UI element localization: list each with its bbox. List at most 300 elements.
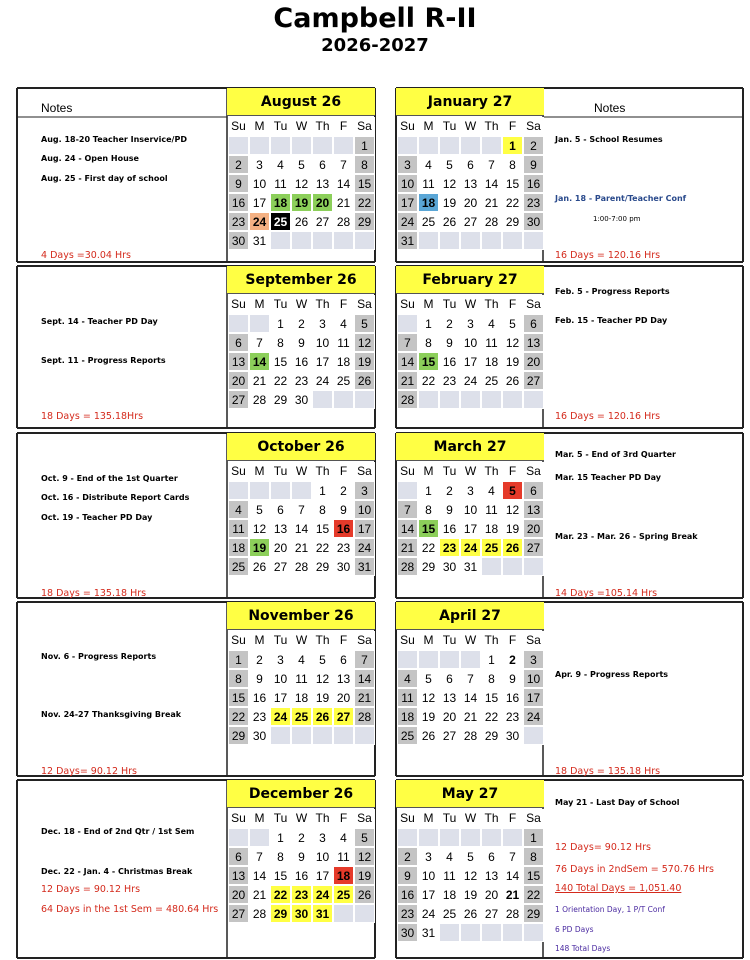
day-cell: 24 xyxy=(523,707,544,726)
day-cell: 17 xyxy=(312,866,333,885)
day-cell: 23 xyxy=(439,371,460,390)
empty-cell xyxy=(354,904,375,923)
left-note-item: Aug. 24 - Open House xyxy=(41,154,139,163)
empty-cell xyxy=(354,726,375,745)
day-cell: 8 xyxy=(502,155,523,174)
day-cell: 13 xyxy=(460,174,481,193)
weekday-label: W xyxy=(460,462,481,481)
day-cell: 19 xyxy=(354,866,375,885)
day-cell: 8 xyxy=(354,155,375,174)
weekday-label: Sa xyxy=(354,462,375,481)
day-cell: 29 xyxy=(523,904,544,923)
empty-cell xyxy=(418,231,439,250)
day-cell: 30 xyxy=(502,726,523,745)
right-note-item: Mar. 15 Teacher PD Day xyxy=(555,473,662,482)
day-cell: 9 xyxy=(502,669,523,688)
day-cell: 19 xyxy=(439,193,460,212)
day-cell: 12 xyxy=(249,519,270,538)
day-cell: 23 xyxy=(291,885,312,904)
weekday-label: Tu xyxy=(270,809,291,828)
day-cell: 10 xyxy=(249,174,270,193)
empty-cell xyxy=(460,923,481,942)
weekday-label: Sa xyxy=(523,295,544,314)
day-cell: 12 xyxy=(312,669,333,688)
day-cell: 29 xyxy=(502,212,523,231)
left-note-item: Dec. 18 - End of 2nd Qtr / 1st Sem xyxy=(41,827,195,836)
day-cell: 26 xyxy=(439,212,460,231)
day-cell: 11 xyxy=(481,500,502,519)
left-note-total: 18 Days = 135.18Hrs xyxy=(41,411,144,422)
empty-cell xyxy=(291,231,312,250)
day-cell: 11 xyxy=(418,174,439,193)
day-cell: 7 xyxy=(397,500,418,519)
weekday-label: M xyxy=(418,117,439,136)
empty-cell xyxy=(397,136,418,155)
day-cell: 5 xyxy=(439,155,460,174)
weekday-label: F xyxy=(333,295,354,314)
day-cell: 18 xyxy=(397,707,418,726)
day-cell: 2 xyxy=(439,481,460,500)
empty-cell xyxy=(270,481,291,500)
day-cell: 26 xyxy=(460,904,481,923)
day-cell: 18 xyxy=(228,538,249,557)
day-cell: 21 xyxy=(397,371,418,390)
day-cell: 7 xyxy=(354,650,375,669)
day-cell: 3 xyxy=(460,314,481,333)
day-cell: 26 xyxy=(502,371,523,390)
day-cell: 15 xyxy=(354,174,375,193)
day-cell: 17 xyxy=(354,519,375,538)
day-cell: 3 xyxy=(354,481,375,500)
day-cell: 13 xyxy=(270,519,291,538)
weekday-label: W xyxy=(291,117,312,136)
empty-cell xyxy=(439,390,460,409)
weekday-label: Su xyxy=(228,809,249,828)
right-note-item: Feb. 5 - Progress Reports xyxy=(555,287,670,296)
day-cell: 10 xyxy=(270,669,291,688)
day-cell: 13 xyxy=(312,174,333,193)
day-cell: 31 xyxy=(354,557,375,576)
weekday-label: Su xyxy=(228,117,249,136)
left-note-item: Nov. 24-27 Thanksgiving Break xyxy=(41,710,182,719)
empty-cell xyxy=(460,390,481,409)
left-note-total: 4 Days =30.04 Hrs xyxy=(41,250,131,261)
day-cell: 10 xyxy=(354,500,375,519)
weekday-label: Sa xyxy=(354,809,375,828)
weekday-label: Sa xyxy=(354,295,375,314)
day-cell: 25 xyxy=(333,371,354,390)
day-cell: 27 xyxy=(312,212,333,231)
day-cell: 24 xyxy=(312,371,333,390)
day-cell: 18 xyxy=(418,193,439,212)
empty-cell xyxy=(418,828,439,847)
day-cell: 14 xyxy=(397,519,418,538)
weekday-label: Th xyxy=(481,117,502,136)
weekday-label: W xyxy=(460,809,481,828)
day-cell: 21 xyxy=(397,538,418,557)
day-cell: 18 xyxy=(439,885,460,904)
day-cell: 4 xyxy=(228,500,249,519)
empty-cell xyxy=(228,136,249,155)
day-cell: 4 xyxy=(481,314,502,333)
day-cell: 25 xyxy=(333,885,354,904)
empty-cell xyxy=(291,136,312,155)
day-cell: 15 xyxy=(270,866,291,885)
day-cell: 9 xyxy=(228,174,249,193)
day-cell: 9 xyxy=(291,847,312,866)
empty-cell xyxy=(502,923,523,942)
right-note-item: Mar. 5 - End of 3rd Quarter xyxy=(555,450,676,459)
day-cell: 7 xyxy=(481,155,502,174)
day-cell: 8 xyxy=(418,333,439,352)
day-cell: 2 xyxy=(439,314,460,333)
day-cell: 6 xyxy=(439,669,460,688)
day-cell: 19 xyxy=(354,352,375,371)
weekday-label: F xyxy=(502,462,523,481)
day-cell: 24 xyxy=(270,707,291,726)
empty-cell xyxy=(354,390,375,409)
day-cell: 16 xyxy=(439,352,460,371)
day-cell: 2 xyxy=(333,481,354,500)
day-cell: 7 xyxy=(333,155,354,174)
day-cell: 23 xyxy=(249,707,270,726)
day-cell: 19 xyxy=(249,538,270,557)
day-cell: 21 xyxy=(333,193,354,212)
weekday-label: Su xyxy=(228,462,249,481)
day-cell: 23 xyxy=(502,707,523,726)
left-note-item: Nov. 6 - Progress Reports xyxy=(41,652,157,661)
empty-cell xyxy=(460,231,481,250)
weekday-label: Tu xyxy=(270,462,291,481)
left-note-sem-total: 64 Days in the 1st Sem = 480.64 Hrs xyxy=(41,904,219,915)
day-cell: 22 xyxy=(354,193,375,212)
day-cell: 6 xyxy=(228,333,249,352)
day-cell: 21 xyxy=(502,885,523,904)
day-cell: 14 xyxy=(354,669,375,688)
day-cell: 21 xyxy=(291,538,312,557)
empty-cell xyxy=(397,828,418,847)
day-cell: 4 xyxy=(418,155,439,174)
day-cell: 21 xyxy=(249,885,270,904)
day-cell: 30 xyxy=(333,557,354,576)
day-cell: 9 xyxy=(397,866,418,885)
day-cell: 14 xyxy=(397,352,418,371)
day-cell: 5 xyxy=(354,314,375,333)
day-cell: 30 xyxy=(291,390,312,409)
empty-cell xyxy=(439,136,460,155)
day-cell: 26 xyxy=(418,726,439,745)
day-cell: 22 xyxy=(312,538,333,557)
day-cell: 16 xyxy=(291,866,312,885)
day-cell: 7 xyxy=(249,333,270,352)
day-cell: 1 xyxy=(228,650,249,669)
day-cell: 7 xyxy=(397,333,418,352)
day-cell: 19 xyxy=(312,688,333,707)
day-cell: 27 xyxy=(481,904,502,923)
day-cell: 13 xyxy=(523,333,544,352)
day-cell: 29 xyxy=(270,390,291,409)
weekday-label: Sa xyxy=(523,809,544,828)
weekday-label: Sa xyxy=(354,117,375,136)
weekday-label: M xyxy=(249,295,270,314)
day-cell: 3 xyxy=(397,155,418,174)
day-cell: 22 xyxy=(418,538,439,557)
day-cell: 23 xyxy=(228,212,249,231)
day-cell: 6 xyxy=(312,155,333,174)
day-cell: 15 xyxy=(270,352,291,371)
day-cell: 24 xyxy=(312,885,333,904)
weekday-label: F xyxy=(333,809,354,828)
day-cell: 18 xyxy=(481,352,502,371)
day-cell: 27 xyxy=(333,707,354,726)
empty-cell xyxy=(481,923,502,942)
day-cell: 12 xyxy=(354,333,375,352)
weekday-label: Su xyxy=(228,295,249,314)
day-cell: 4 xyxy=(291,650,312,669)
day-cell: 31 xyxy=(418,923,439,942)
day-cell: 17 xyxy=(312,352,333,371)
day-cell: 1 xyxy=(418,481,439,500)
day-cell: 7 xyxy=(460,669,481,688)
weekday-label: Sa xyxy=(523,631,544,650)
day-cell: 2 xyxy=(397,847,418,866)
day-cell: 26 xyxy=(502,538,523,557)
left-note-item: Oct. 9 - End of the 1st Quarter xyxy=(41,474,178,483)
day-cell: 13 xyxy=(228,866,249,885)
empty-cell xyxy=(523,726,544,745)
weekday-label: Th xyxy=(481,809,502,828)
day-cell: 14 xyxy=(291,519,312,538)
day-cell: 3 xyxy=(270,650,291,669)
day-cell: 28 xyxy=(502,904,523,923)
right-note-item: Feb. 15 - Teacher PD Day xyxy=(555,316,668,325)
left-note-item: Sept. 14 - Teacher PD Day xyxy=(41,317,158,326)
day-cell: 5 xyxy=(312,650,333,669)
day-cell: 3 xyxy=(312,314,333,333)
day-cell: 14 xyxy=(249,352,270,371)
day-cell: 3 xyxy=(249,155,270,174)
empty-cell xyxy=(312,136,333,155)
empty-cell xyxy=(523,390,544,409)
weekday-label: Tu xyxy=(270,117,291,136)
year-extra: 148 Total Days xyxy=(555,944,611,953)
day-cell: 15 xyxy=(418,519,439,538)
day-cell: 29 xyxy=(228,726,249,745)
day-cell: 8 xyxy=(481,669,502,688)
day-cell: 4 xyxy=(270,155,291,174)
weekday-label: M xyxy=(418,631,439,650)
empty-cell xyxy=(439,828,460,847)
day-cell: 4 xyxy=(333,828,354,847)
day-cell: 16 xyxy=(228,193,249,212)
empty-cell xyxy=(249,828,270,847)
day-cell: 13 xyxy=(333,669,354,688)
day-cell: 6 xyxy=(460,155,481,174)
day-cell: 9 xyxy=(291,333,312,352)
empty-cell xyxy=(460,650,481,669)
day-cell: 12 xyxy=(502,333,523,352)
day-cell: 11 xyxy=(291,669,312,688)
day-cell: 2 xyxy=(523,136,544,155)
day-cell: 9 xyxy=(333,500,354,519)
day-cell: 12 xyxy=(502,500,523,519)
weekday-label: Th xyxy=(481,631,502,650)
day-cell: 23 xyxy=(333,538,354,557)
day-cell: 26 xyxy=(312,707,333,726)
day-cell: 24 xyxy=(418,904,439,923)
day-cell: 17 xyxy=(418,885,439,904)
left-note-total: 12 Days= 90.12 Hrs xyxy=(41,766,138,777)
day-cell: 9 xyxy=(439,500,460,519)
day-cell: 20 xyxy=(312,193,333,212)
empty-cell xyxy=(228,828,249,847)
day-cell: 17 xyxy=(460,519,481,538)
weekday-label: Tu xyxy=(270,295,291,314)
day-cell: 3 xyxy=(523,650,544,669)
day-cell: 25 xyxy=(270,212,291,231)
day-cell: 4 xyxy=(333,314,354,333)
weekday-label: W xyxy=(291,295,312,314)
day-cell: 28 xyxy=(460,726,481,745)
day-cell: 4 xyxy=(397,669,418,688)
day-cell: 26 xyxy=(249,557,270,576)
school-year: 2026-2027 xyxy=(321,35,429,56)
weekday-label: F xyxy=(502,809,523,828)
weekday-label: F xyxy=(333,462,354,481)
empty-cell xyxy=(291,481,312,500)
day-cell: 5 xyxy=(354,828,375,847)
day-cell: 16 xyxy=(397,885,418,904)
day-cell: 16 xyxy=(249,688,270,707)
day-cell: 16 xyxy=(439,519,460,538)
weekday-label: F xyxy=(502,117,523,136)
day-cell: 10 xyxy=(460,500,481,519)
day-cell: 23 xyxy=(291,371,312,390)
empty-cell xyxy=(397,650,418,669)
day-cell: 27 xyxy=(270,557,291,576)
day-cell: 10 xyxy=(397,174,418,193)
weekday-label: W xyxy=(460,117,481,136)
month-header: March 27 xyxy=(396,433,544,461)
day-cell: 7 xyxy=(291,500,312,519)
empty-cell xyxy=(270,726,291,745)
weekday-label: W xyxy=(460,631,481,650)
day-cell: 17 xyxy=(397,193,418,212)
day-cell: 4 xyxy=(481,481,502,500)
day-cell: 6 xyxy=(333,650,354,669)
day-cell: 27 xyxy=(523,538,544,557)
empty-cell xyxy=(249,481,270,500)
right-note-total: 16 Days = 120.16 Hrs xyxy=(555,250,661,261)
right-note-item: Jan. 18 - Parent/Teacher Conf xyxy=(555,194,687,203)
empty-cell xyxy=(523,231,544,250)
day-cell: 5 xyxy=(418,669,439,688)
empty-cell xyxy=(249,314,270,333)
day-cell: 15 xyxy=(523,866,544,885)
day-cell: 26 xyxy=(291,212,312,231)
day-cell: 29 xyxy=(354,212,375,231)
empty-cell xyxy=(481,557,502,576)
weekday-label: Th xyxy=(481,295,502,314)
day-cell: 25 xyxy=(481,371,502,390)
day-cell: 30 xyxy=(291,904,312,923)
day-cell: 14 xyxy=(333,174,354,193)
day-cell: 1 xyxy=(354,136,375,155)
weekday-label: Tu xyxy=(439,117,460,136)
weekday-label: Su xyxy=(228,631,249,650)
weekday-label: Th xyxy=(312,117,333,136)
day-cell: 20 xyxy=(228,371,249,390)
day-cell: 5 xyxy=(249,500,270,519)
day-cell: 20 xyxy=(439,707,460,726)
day-cell: 19 xyxy=(502,352,523,371)
weekday-label: Th xyxy=(481,462,502,481)
month-header: August 26 xyxy=(227,88,375,116)
day-cell: 1 xyxy=(481,650,502,669)
day-cell: 12 xyxy=(354,847,375,866)
day-cell: 11 xyxy=(333,333,354,352)
day-cell: 10 xyxy=(523,669,544,688)
weekday-label: Sa xyxy=(354,631,375,650)
day-cell: 29 xyxy=(312,557,333,576)
day-cell: 31 xyxy=(312,904,333,923)
day-cell: 1 xyxy=(502,136,523,155)
month-header: January 27 xyxy=(396,88,544,116)
day-cell: 10 xyxy=(312,847,333,866)
left-note-item: Dec. 22 - Jan. 4 - Christmas Break xyxy=(41,867,193,876)
empty-cell xyxy=(460,828,481,847)
day-cell: 22 xyxy=(502,193,523,212)
day-cell: 6 xyxy=(270,500,291,519)
empty-cell xyxy=(418,390,439,409)
day-cell: 15 xyxy=(502,174,523,193)
empty-cell xyxy=(333,390,354,409)
day-cell: 16 xyxy=(333,519,354,538)
right-note-item: Apr. 9 - Progress Reports xyxy=(555,670,669,679)
weekday-label: M xyxy=(418,462,439,481)
weekday-label: W xyxy=(460,295,481,314)
day-cell: 22 xyxy=(523,885,544,904)
day-cell: 11 xyxy=(397,688,418,707)
empty-cell xyxy=(418,650,439,669)
day-cell: 7 xyxy=(249,847,270,866)
month-header: December 26 xyxy=(227,780,375,808)
day-cell: 30 xyxy=(523,212,544,231)
day-cell: 10 xyxy=(460,333,481,352)
day-cell: 18 xyxy=(291,688,312,707)
day-cell: 11 xyxy=(481,333,502,352)
day-cell: 28 xyxy=(481,212,502,231)
weekday-label: Tu xyxy=(439,462,460,481)
empty-cell xyxy=(439,231,460,250)
right-note-total: 16 Days = 120.16 Hrs xyxy=(555,411,661,422)
empty-cell xyxy=(481,828,502,847)
weekday-label: F xyxy=(333,117,354,136)
day-cell: 5 xyxy=(502,314,523,333)
day-cell: 6 xyxy=(228,847,249,866)
day-cell: 21 xyxy=(249,371,270,390)
day-cell: 27 xyxy=(439,726,460,745)
weekday-label: M xyxy=(249,462,270,481)
empty-cell xyxy=(397,481,418,500)
day-cell: 3 xyxy=(312,828,333,847)
day-cell: 12 xyxy=(291,174,312,193)
day-cell: 16 xyxy=(523,174,544,193)
day-cell: 8 xyxy=(312,500,333,519)
day-cell: 15 xyxy=(312,519,333,538)
empty-cell xyxy=(249,136,270,155)
day-cell: 19 xyxy=(460,885,481,904)
